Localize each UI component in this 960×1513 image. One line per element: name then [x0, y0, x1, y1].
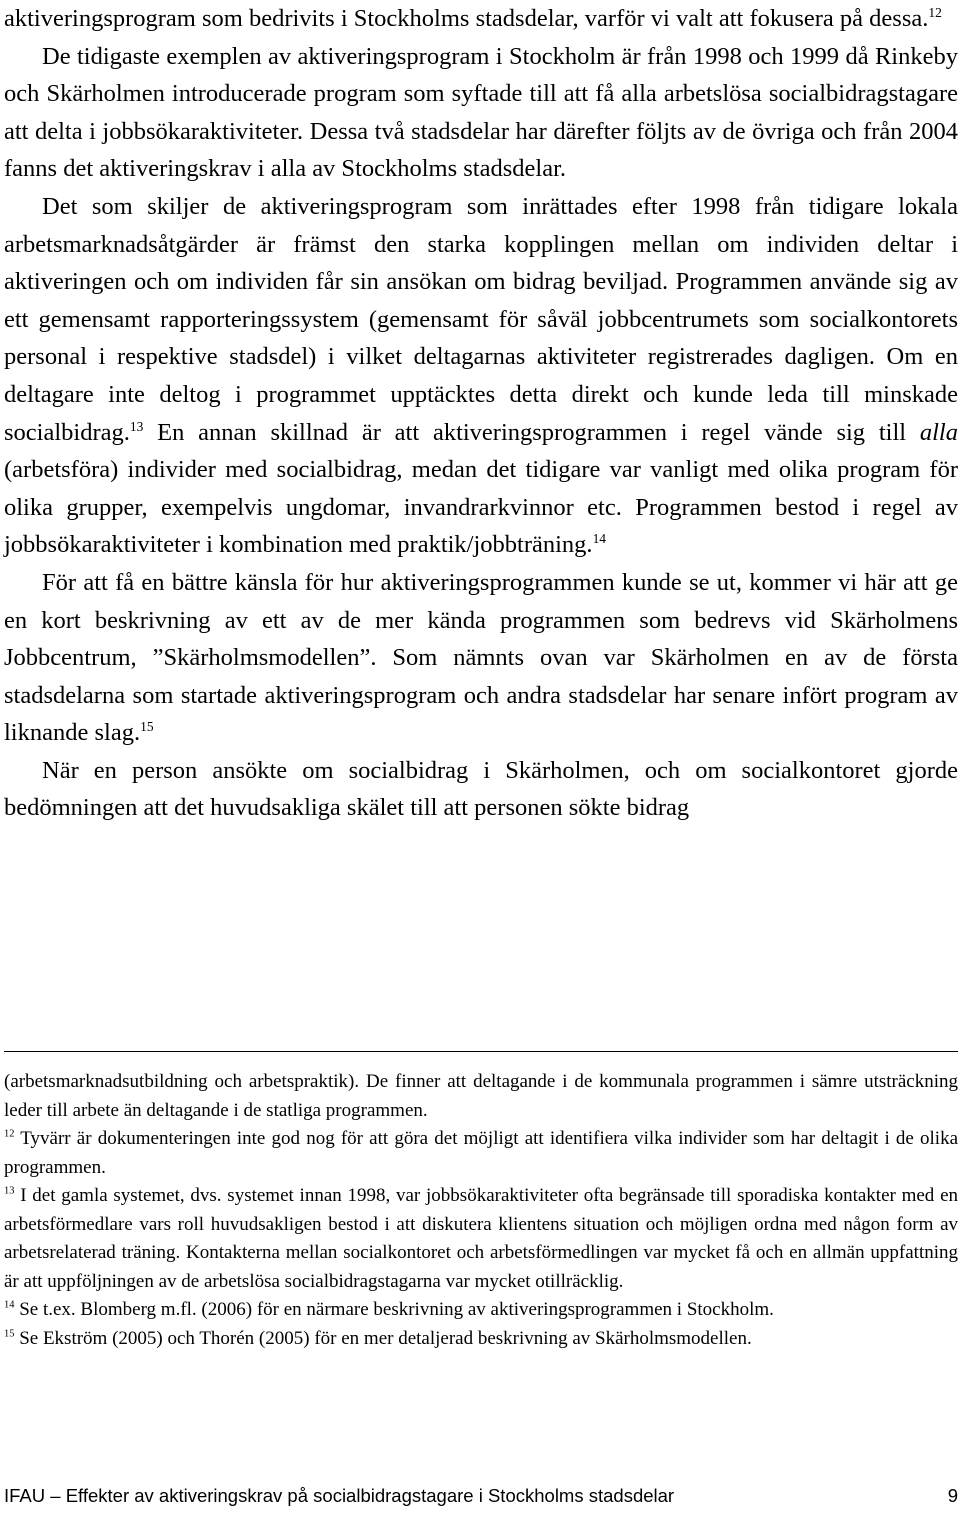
page-number: 9	[947, 1485, 958, 1506]
paragraph	[4, 188, 958, 564]
paragraph-text: aktiveringsprogram som bedrivits i Stockholms stadsdelar, varför vi valt att fokusera på dessa.	[4, 5, 929, 32]
paragraph-text: En annan skillnad är att aktiveringsprogrammen i regel vände sig till	[143, 418, 920, 446]
paragraph-text: De tidigaste exemplen av aktiveringsprogram i Stockholm är från 1998 och 1999 då Rinkeby och Skärholmen introducerade program som syftade till att få alla arbetslösa socialbidragstagare att delta i jobbsökaraktiviteter. Dessa två stadsdelar har därefter följts av de övriga och från 2004 fanns det aktiveringskrav i alla av Stockholms stadsdelar.	[4, 42, 958, 183]
paragraph	[4, 752, 958, 827]
paragraph	[4, 564, 958, 752]
footnote-reference: 15	[140, 719, 154, 735]
footnote-reference: 12	[928, 4, 942, 20]
footnote-text: (arbetsmarknadsutbildning och arbetspraktik). De finner att deltagande i de kommunala programmen i sämre utsträckning leder till arbete än deltagande i de statliga programmen.	[4, 1071, 958, 1121]
footnote-12	[4, 1125, 958, 1182]
paragraph-text: Det som skiljer de aktiveringsprogram som inrättades efter 1998 från tidigare lokala arbetsmarknadsåtgärder är främst den starka kopplingen mellan om individen deltar i aktiveringen och om individen får sin ansökan om bidrag beviljad. Programmen använde sig av ett gemensamt rapporteringssystem (gemensamt för såväl jobbcentrumets som socialkontorets personal i respektive stadsdel) i vilket deltagarnas aktiviteter registrerades dagligen. Om en deltagare inte deltog i programmet upptäcktes detta direkt och kunde leda till minskade socialbidrag.	[4, 192, 958, 446]
footnote-continued	[4, 1068, 958, 1125]
paragraph-text: När en person ansökte om socialbidrag i Skärholmen, och om socialkontoret gjorde bedömningen att det huvudsakliga skälet till att personen sökte bidrag	[4, 756, 958, 822]
footnote-reference: 13	[129, 418, 144, 434]
footnote-text: I det gamla systemet, dvs. systemet innan 1998, var jobbsökaraktiviteter ofta begränsade till sporadiska kontakter med en arbetsförmedlare vars roll huvudsakligen bestod i att diskutera klientens situation och möjligen ordna med någon form av arbetsrelaterad träning. Kontakterna mellan socialkontoret och arbetsförmedlingen var mycket få och en allmän uppfattning är att uppföljningen av de arbetslösa socialbidragstagarna var mycket otillräcklig.	[4, 1185, 958, 1292]
footnote-number: 14	[4, 1299, 15, 1311]
footnote-14	[4, 1296, 958, 1325]
page-footer	[4, 1484, 958, 1508]
body-text	[4, 0, 958, 827]
paragraph-text: (arbetsföra) individer med socialbidrag, medan det tidigare var vanligt med olika program för olika grupper, exempelvis ungdomar, invandrarkvinnor etc. Programmen bestod i regel av jobbsökaraktiviteter i kombination med praktik/jobbträning.	[4, 456, 958, 559]
footnote-divider	[4, 1051, 958, 1052]
paragraph	[4, 38, 958, 188]
footnote-15	[4, 1325, 958, 1354]
emphasis-text: alla	[919, 418, 958, 446]
footnote-number: 13	[4, 1185, 15, 1197]
footnote-number: 15	[4, 1328, 15, 1340]
footnote-text: Se t.ex. Blomberg m.fl. (2006) för en närmare beskrivning av aktiveringsprogrammen i Stockholm.	[14, 1299, 774, 1320]
footer-title: IFAU – Effekter av aktiveringskrav på socialbidragstagare i Stockholms stadsdelar	[4, 1485, 675, 1506]
footnote-reference: 14	[592, 531, 607, 547]
footnote-text: Tyvärr är dokumenteringen inte god nog för att göra det möjligt att identifiera vilka individer som har deltagit i de olika programmen.	[4, 1128, 958, 1178]
footnote-text: Se Ekström (2005) och Thorén (2005) för en mer detaljerad beskrivning av Skärholmsmodellen.	[14, 1327, 752, 1349]
footnote-number: 12	[4, 1128, 15, 1140]
footnotes	[4, 1068, 958, 1353]
paragraph-text: För att få en bättre känsla för hur aktiveringsprogrammen kunde se ut, kommer vi här att ge en kort beskrivning av ett av de mer kända programmen som bedrevs vid Skärholmens Jobbcentrum, ”Skärholmsmodellen”. Som nämnts ovan var Skärholmen en av de första stadsdelarna som startade aktiveringsprogram och andra stadsdelar har senare infört program av liknande slag.	[4, 568, 958, 747]
paragraph-continued	[4, 0, 958, 38]
footnote-13	[4, 1182, 958, 1296]
